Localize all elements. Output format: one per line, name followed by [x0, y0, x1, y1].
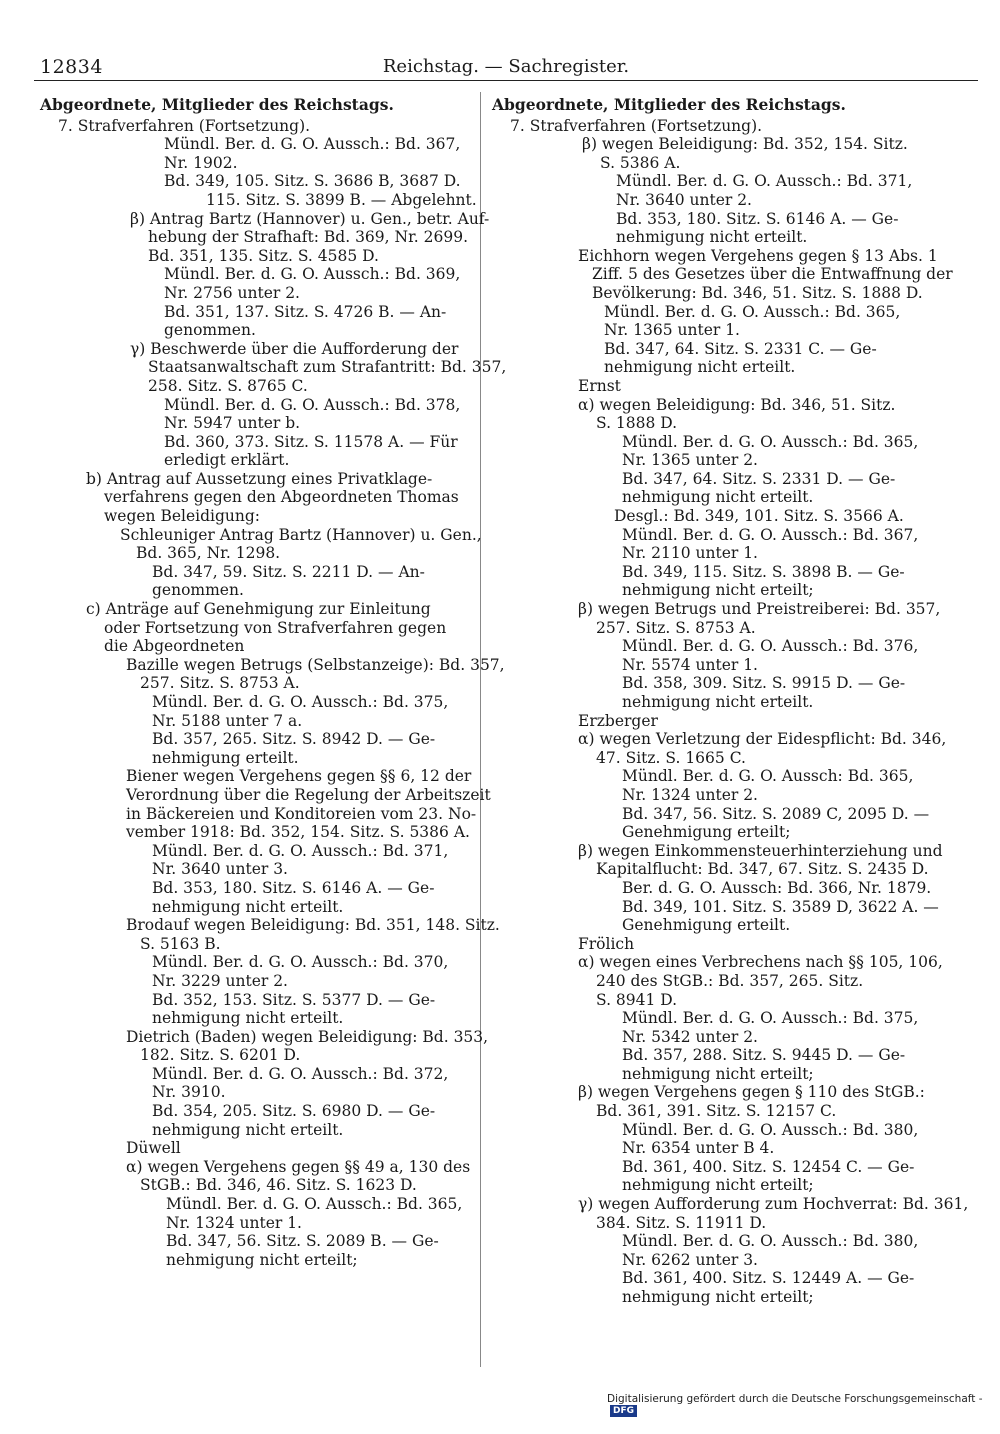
index-line: S. 8941 D.	[596, 990, 678, 1009]
index-line: in Bäckereien und Konditoreien vom 23. No-	[126, 804, 477, 823]
index-line: α) wegen Beleidigung: Bd. 346, 51. Sitz.	[578, 395, 896, 414]
index-line: Mündl. Ber. d. G. O. Aussch.: Bd. 376,	[622, 637, 919, 656]
index-line: Eichhorn wegen Vergehens gegen § 13 Abs. 1	[578, 246, 938, 265]
index-line: oder Fortsetzung von Strafverfahren gegen	[104, 618, 447, 637]
index-line: Bd. 347, 64. Sitz. S. 2331 D. — Ge-	[622, 469, 896, 488]
index-line: Verordnung über die Regelung der Arbeitszeit	[126, 785, 491, 804]
page-number: 12834	[40, 56, 103, 78]
index-line: Erzberger	[578, 711, 658, 730]
index-line: Mündl. Ber. d. G. O. Aussch.: Bd. 380,	[622, 1120, 919, 1139]
index-line: Ber. d. G. O. Aussch: Bd. 366, Nr. 1879.	[622, 878, 932, 897]
column-heading: Abgeordnete, Mitglieder des Reichstags.	[492, 95, 846, 114]
index-line: Frölich	[578, 934, 635, 953]
index-line: Kapitalflucht: Bd. 347, 67. Sitz. S. 2435 D.	[596, 860, 929, 879]
index-line: erledigt erklärt.	[164, 451, 290, 470]
column-divider	[480, 92, 481, 1367]
left-column-lines	[40, 116, 507, 1270]
index-line: nehmigung nicht erteilt;	[166, 1250, 358, 1269]
index-line: Schleuniger Antrag Bartz (Hannover) u. Gen.,	[120, 525, 482, 544]
index-line: Mündl. Ber. d. G. O. Aussch.: Bd. 380,	[622, 1232, 919, 1251]
index-line: Mündl. Ber. d. G. O. Aussch.: Bd. 375,	[152, 693, 449, 711]
index-line: Bd. 360, 373. Sitz. S. 11578 A. — Für	[164, 432, 458, 451]
index-line: nehmigung erteilt.	[152, 748, 299, 767]
index-line: verfahrens gegen den Abgeordneten Thomas	[104, 488, 459, 507]
index-line: Nr. 2110 unter 1.	[622, 544, 758, 563]
index-line: vember 1918: Bd. 352, 154. Sitz. S. 5386 A.	[126, 823, 470, 842]
index-line: Nr. 2756 unter 2.	[164, 283, 300, 302]
index-line: Bd. 351, 135. Sitz. S. 4585 D.	[148, 246, 379, 265]
index-line: Brodauf wegen Beleidigung: Bd. 351, 148. Sitz.	[126, 916, 500, 935]
index-line: 257. Sitz. S. 8753 A.	[596, 618, 756, 637]
index-line: Bevölkerung: Bd. 346, 51. Sitz. S. 1888 D.	[592, 283, 923, 302]
index-line: Bd. 349, 105. Sitz. S. 3686 B, 3687 D.	[164, 172, 461, 191]
index-line: nehmigung nicht erteilt;	[622, 1288, 814, 1306]
index-line: Dietrich (Baden) wegen Beleidigung: Bd. 353,	[126, 1027, 489, 1046]
index-line: Mündl. Ber. d. G. O. Aussch.: Bd. 365,	[622, 432, 919, 451]
index-line: Bd. 354, 205. Sitz. S. 6980 D. — Ge-	[152, 1102, 436, 1121]
index-line: die Abgeordneten	[104, 637, 245, 656]
index-line: Nr. 3640 unter 2.	[616, 190, 752, 209]
header-rule	[34, 80, 978, 81]
index-line: Nr. 1324 unter 2.	[622, 785, 758, 804]
index-line: Genehmigung erteilt.	[622, 916, 791, 935]
index-line: Mündl. Ber. d. G. O. Aussch.: Bd. 372,	[152, 1064, 449, 1083]
right-column-lines	[492, 116, 969, 1307]
index-line: Bd. 357, 265. Sitz. S. 8942 D. — Ge-	[152, 730, 436, 749]
index-line: Nr. 3229 unter 2.	[152, 971, 288, 990]
index-line: Nr. 6354 unter B 4.	[622, 1139, 775, 1158]
index-line: 384. Sitz. S. 11911 D.	[596, 1213, 767, 1232]
running-title: Reichstag. — Sachregister.	[382, 56, 630, 77]
index-line: Mündl. Ber. d. G. O. Aussch.: Bd. 378,	[164, 395, 461, 414]
index-line: Nr. 5574 unter 1.	[622, 655, 758, 674]
page-header	[34, 54, 978, 80]
index-line: Nr. 5188 unter 7 a.	[152, 711, 303, 730]
index-line: Mündl. Ber. d. G. O. Aussch.: Bd. 375,	[622, 1009, 919, 1028]
index-line: Genehmigung erteilt;	[622, 823, 791, 842]
index-line: Nr. 5342 unter 2.	[622, 1027, 758, 1046]
index-line: β) Antrag Bartz (Hannover) u. Gen., betr. Auf-	[130, 209, 490, 228]
index-line: genommen.	[152, 581, 244, 600]
index-line: b) Antrag auf Aussetzung eines Privatklage-	[86, 469, 433, 488]
column-heading: Abgeordnete, Mitglieder des Reichstags.	[40, 95, 394, 114]
index-line: α) wegen eines Verbrechens nach §§ 105, 106,	[578, 953, 943, 972]
index-line: γ) wegen Aufforderung zum Hochverrat: Bd. 361,	[578, 1195, 969, 1214]
index-line: Nr. 3910.	[152, 1083, 226, 1102]
index-line: Nr. 1365 unter 1.	[604, 321, 740, 340]
index-line: Bd. 347, 56. Sitz. S. 2089 C, 2095 D. —	[622, 804, 930, 823]
index-line: nehmigung nicht erteilt.	[616, 228, 808, 247]
index-line: Desgl.: Bd. 349, 101. Sitz. S. 3566 A.	[614, 507, 904, 526]
index-line: wegen Beleidigung:	[104, 507, 261, 526]
index-line: Bd. 365, Nr. 1298.	[136, 544, 281, 563]
index-line: Bd. 347, 59. Sitz. S. 2211 D. — An-	[152, 562, 425, 581]
index-line: Nr. 6262 unter 3.	[622, 1250, 758, 1269]
index-line: Nr. 1365 unter 2.	[622, 451, 758, 470]
index-line: Mündl. Ber. d. G. O. Aussch.: Bd. 365,	[166, 1195, 463, 1214]
index-line: β) wegen Betrugs und Preistreiberei: Bd. 357,	[578, 600, 941, 619]
index-line: StGB.: Bd. 346, 46. Sitz. S. 1623 D.	[140, 1176, 417, 1195]
index-line: Mündl. Ber. d. G. O. Aussch.: Bd. 371,	[616, 172, 913, 191]
index-line: genommen.	[164, 321, 256, 340]
index-line: nehmigung nicht erteilt;	[622, 1064, 814, 1083]
index-line: 182. Sitz. S. 6201 D.	[140, 1046, 301, 1065]
footer-credit	[607, 1393, 1000, 1417]
index-line: c) Anträge auf Genehmigung zur Einleitung	[86, 600, 431, 619]
index-line: Bd. 353, 180. Sitz. S. 6146 A. — Ge-	[616, 209, 899, 228]
index-line: Bd. 352, 153. Sitz. S. 5377 D. — Ge-	[152, 990, 436, 1009]
index-line: Bd. 358, 309. Sitz. S. 9915 D. — Ge-	[622, 674, 906, 693]
index-line: Mündl. Ber. d. G. O. Aussch.: Bd. 367,	[622, 525, 919, 544]
index-line: Mündl. Ber. d. G. O. Aussch.: Bd. 370,	[152, 953, 449, 972]
index-line: nehmigung nicht erteilt;	[622, 581, 814, 600]
index-line: nehmigung nicht erteilt.	[152, 897, 344, 916]
index-line: 257. Sitz. S. 8753 A.	[140, 674, 300, 693]
index-line: nehmigung nicht erteilt.	[622, 488, 814, 507]
index-line: nehmigung nicht erteilt;	[622, 1176, 814, 1195]
index-line: S. 5163 B.	[140, 934, 221, 953]
index-line: β) wegen Vergehens gegen § 110 des StGB.:	[578, 1083, 925, 1102]
index-line: Bd. 361, 400. Sitz. S. 12449 A. — Ge-	[622, 1269, 915, 1288]
index-line: nehmigung nicht erteilt.	[622, 693, 814, 711]
index-line: Biener wegen Vergehens gegen §§ 6, 12 der	[126, 767, 472, 786]
index-line: Mündl. Ber. d. G. O. Aussch.: Bd. 371,	[152, 841, 449, 860]
index-line: Nr. 1902.	[164, 153, 238, 172]
index-line: 115. Sitz. S. 3899 B. — Abgelehnt.	[206, 190, 477, 209]
index-line: nehmigung nicht erteilt.	[604, 358, 796, 377]
index-line: Düwell	[126, 1139, 181, 1158]
index-line: Bd. 357, 288. Sitz. S. 9445 D. — Ge-	[622, 1046, 906, 1065]
dfg-logo: DFG	[610, 1405, 637, 1417]
index-line: Bazille wegen Betrugs (Selbstanzeige): Bd. 357,	[126, 655, 505, 674]
index-line: Bd. 353, 180. Sitz. S. 6146 A. — Ge-	[152, 878, 435, 897]
index-line: Staatsanwaltschaft zum Strafantritt: Bd. 357,	[148, 358, 507, 377]
index-line: Nr. 5947 unter b.	[164, 414, 301, 433]
index-line: Nr. 1324 unter 1.	[166, 1213, 302, 1232]
footer-text: Digitalisierung gefördert durch die Deutsche Forschungsgemeinschaft -	[607, 1393, 983, 1405]
index-line: Mündl. Ber. d. G. O. Aussch: Bd. 365,	[622, 767, 914, 786]
index-line: α) wegen Verletzung der Eidespflicht: Bd. 346,	[578, 730, 947, 749]
index-line: Bd. 351, 137. Sitz. S. 4726 B. — An-	[164, 302, 447, 321]
index-line: α) wegen Vergehens gegen §§ 49 a, 130 des	[126, 1157, 471, 1176]
index-line: S. 5386 A.	[600, 153, 681, 172]
index-line: β) wegen Einkommensteuerhinterziehung und	[578, 841, 943, 860]
index-line: S. 1888 D.	[596, 414, 678, 433]
index-line: Nr. 3640 unter 3.	[152, 860, 288, 879]
right-column	[492, 95, 969, 1307]
index-line: Bd. 349, 115. Sitz. S. 3898 B. — Ge-	[622, 562, 905, 581]
left-column	[40, 95, 507, 1269]
index-line: 7. Strafverfahren (Fortsetzung).	[58, 116, 311, 135]
index-line: 47. Sitz. S. 1665 C.	[596, 748, 746, 767]
index-line: Bd. 347, 56. Sitz. S. 2089 B. — Ge-	[166, 1232, 439, 1251]
index-line: Ernst	[578, 376, 621, 395]
index-line: γ) Beschwerde über die Aufforderung der	[130, 339, 459, 358]
index-line: Mündl. Ber. d. G. O. Aussch.: Bd. 365,	[604, 302, 901, 321]
index-line: 258. Sitz. S. 8765 C.	[148, 376, 308, 395]
index-line: Bd. 347, 64. Sitz. S. 2331 C. — Ge-	[604, 339, 877, 358]
index-line: β) wegen Beleidigung: Bd. 352, 154. Sitz.	[582, 135, 908, 154]
index-line: Bd. 361, 400. Sitz. S. 12454 C. — Ge-	[622, 1157, 915, 1176]
index-line: nehmigung nicht erteilt.	[152, 1120, 344, 1139]
index-line: Mündl. Ber. d. G. O. Aussch.: Bd. 369,	[164, 265, 461, 284]
index-line: Bd. 349, 101. Sitz. S. 3589 D, 3622 A. —	[622, 897, 939, 916]
index-line: nehmigung nicht erteilt.	[152, 1009, 344, 1028]
index-line: Ziff. 5 des Gesetzes über die Entwaffnung der	[592, 265, 953, 284]
index-line: 240 des StGB.: Bd. 357, 265. Sitz.	[596, 971, 864, 990]
index-line: Mündl. Ber. d. G. O. Aussch.: Bd. 367,	[164, 135, 461, 154]
index-line: hebung der Strafhaft: Bd. 369, Nr. 2699.	[148, 228, 468, 247]
index-line: Bd. 361, 391. Sitz. S. 12157 C.	[596, 1102, 837, 1121]
index-line: 7. Strafverfahren (Fortsetzung).	[510, 116, 763, 135]
